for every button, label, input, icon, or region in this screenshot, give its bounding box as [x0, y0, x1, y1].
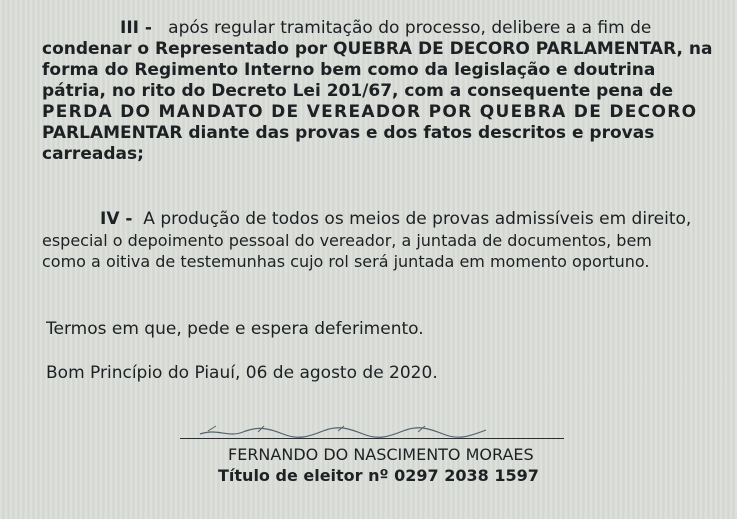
- clause-iv-line: como a oitiva de testemunhas cujo rol será juntada em momento oportuno.: [42, 252, 650, 271]
- clause-iii: [42, 18, 714, 165]
- clause-iii-line: carreadas;: [42, 144, 144, 164]
- clause-iv-marker: IV -: [100, 209, 133, 229]
- clause-iii-line: após regular tramitação do processo, delibere a a fim de: [168, 18, 652, 38]
- place-date: Bom Princípio do Piauí, 06 de agosto de 2020.: [46, 363, 438, 383]
- closing-text: Termos em que, pede e espera deferimento.: [46, 319, 424, 339]
- clause-iii-line: pátria, no rito do Decreto Lei 201/67, com a consequente pena de: [42, 81, 674, 101]
- clause-iii-line: PERDA DO MANDATO DE VEREADOR POR QUEBRA DE DECORO: [42, 102, 698, 122]
- clause-iv: [42, 209, 714, 272]
- voter-id: Título de eleitor nº 0297 2038 1597: [218, 466, 539, 485]
- signer-name: FERNANDO DO NASCIMENTO MORAES: [228, 445, 534, 464]
- clause-iii-line: condenar o Representado por QUEBRA DE DECORO PARLAMENTAR, na: [42, 39, 713, 59]
- signature-line: [180, 438, 564, 439]
- clause-iv-line: especial o depoimento pessoal do vereador, a juntada de documentos, bem: [42, 231, 652, 250]
- clause-iii-marker: III -: [120, 18, 152, 38]
- clause-iv-line: A produção de todos os meios de provas admissíveis em direito,: [143, 209, 692, 229]
- clause-iii-line: forma do Regimento Interno bem como da legislação e doutrina: [42, 60, 656, 80]
- clause-iii-line: PARLAMENTAR diante das provas e dos fatos descritos e provas: [42, 123, 655, 143]
